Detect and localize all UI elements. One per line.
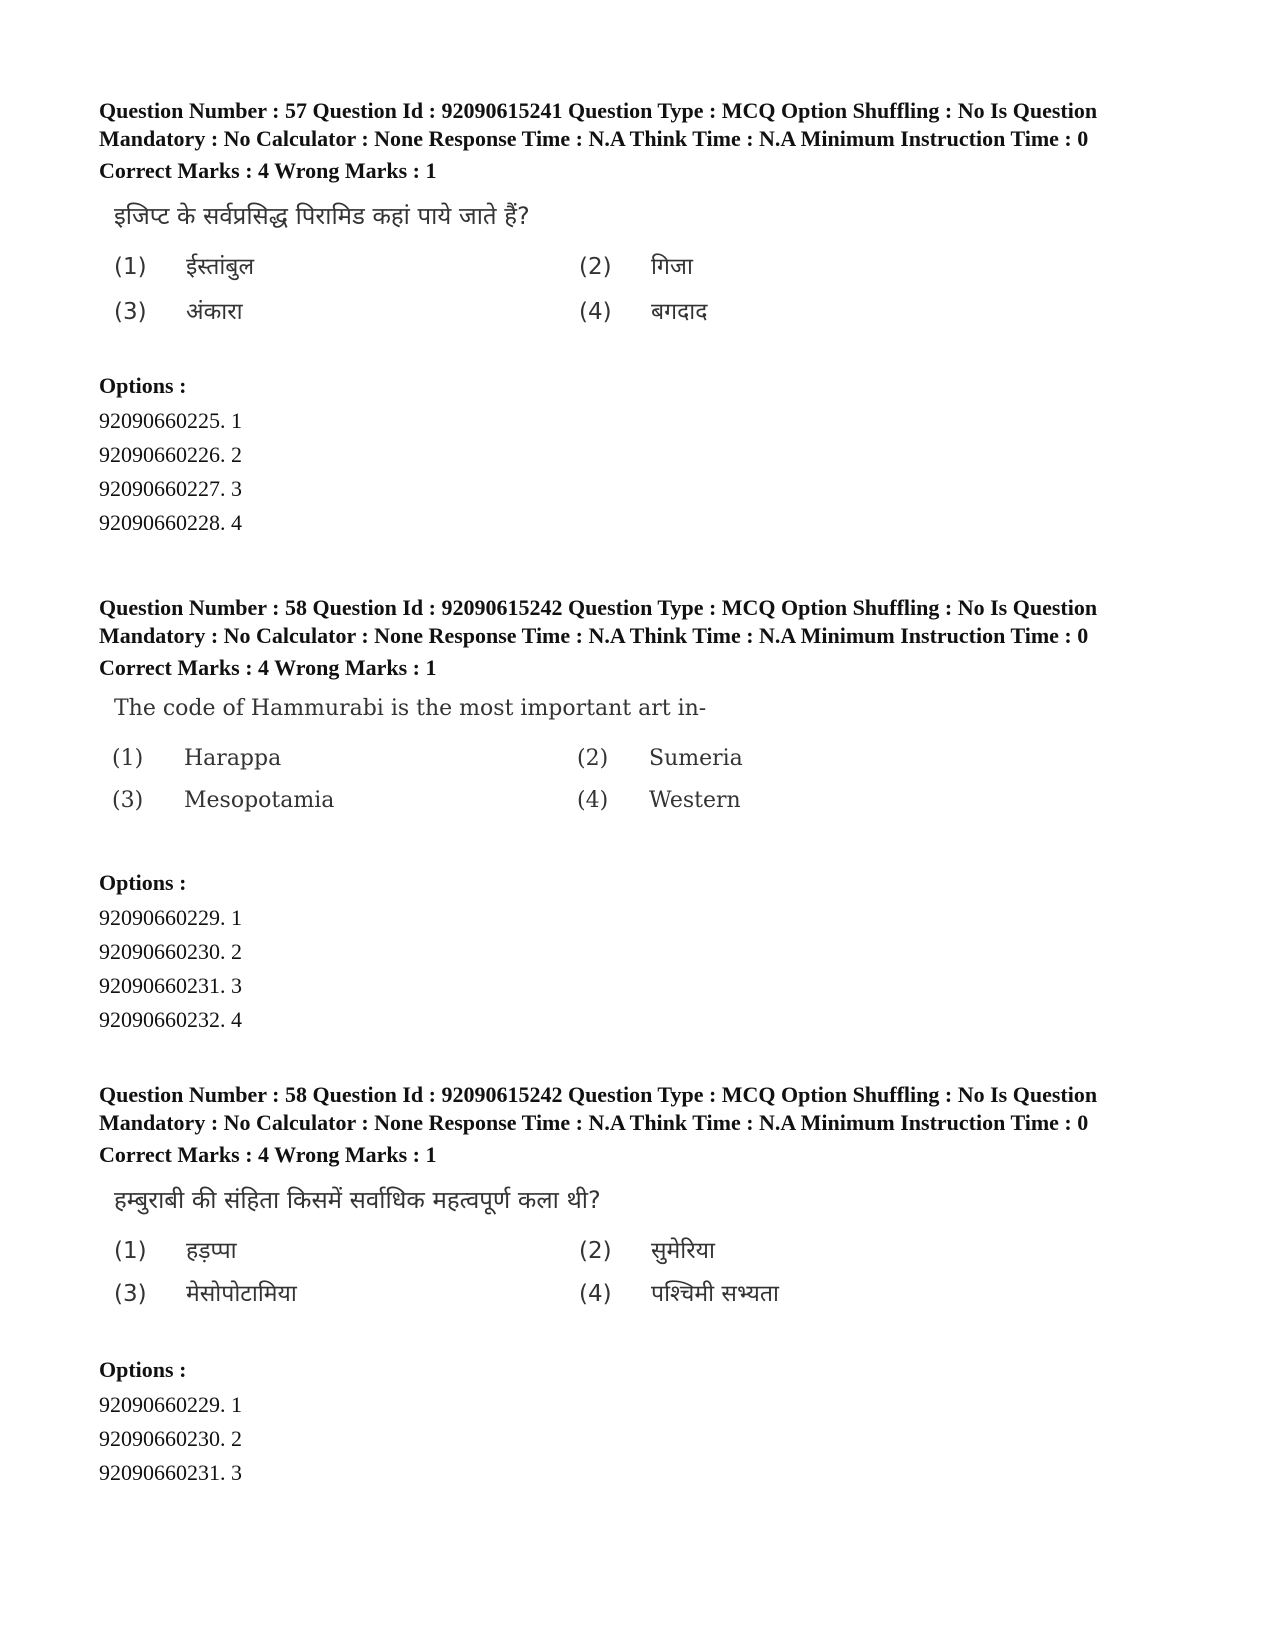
- question-marks: Correct Marks : 4 Wrong Marks : 1: [99, 158, 437, 183]
- question-content: [99, 696, 1189, 861]
- choice-1: (1) हड़प्पा: [114, 1238, 237, 1264]
- choice-3: (3) अंकारा: [114, 299, 243, 325]
- option-id: 92090660226. 2: [99, 442, 242, 467]
- option-id: 92090660230. 2: [99, 1426, 242, 1451]
- choice-1: (1) Harappa: [112, 746, 282, 771]
- option-id: 92090660228. 4: [99, 510, 242, 535]
- question-text: हम्बुराबी की संहिता किसमें सर्वाधिक महत्वपूर्ण कला थी?: [114, 1186, 601, 1214]
- question-block-57: [99, 97, 1189, 540]
- choice-2: (2) गिजा: [579, 254, 693, 280]
- option-id: 92090660227. 3: [99, 476, 242, 501]
- options-title: Options :: [99, 373, 187, 398]
- question-marks: Correct Marks : 4 Wrong Marks : 1: [99, 655, 437, 680]
- choice-4: (4) पश्चिमी सभ्यता: [579, 1281, 779, 1307]
- question-text: The code of Hammurabi is the most important art in-: [114, 696, 707, 721]
- options-list: [99, 404, 1189, 540]
- option-id: 92090660231. 3: [99, 973, 242, 998]
- option-id: 92090660230. 2: [99, 939, 242, 964]
- question-block-58-hi: [99, 1081, 1189, 1490]
- option-id: 92090660225. 1: [99, 408, 242, 433]
- choice-4: (4) बगदाद: [579, 299, 708, 325]
- choice-2: (2) सुमेरिया: [579, 1238, 715, 1264]
- choice-3: (3) Mesopotamia: [112, 788, 335, 813]
- question-meta: Question Number : 57 Question Id : 92090615241 Question Type : MCQ Option Shuffling : No Is Question Mandatory : No Calculator : None Response Time : N.A Think Time : N.A Minimum Instruction Time : 0: [99, 98, 1098, 151]
- option-id: 92090660229. 1: [99, 1392, 242, 1417]
- question-meta: Question Number : 58 Question Id : 92090615242 Question Type : MCQ Option Shuffling : No Is Question Mandatory : No Calculator : None Response Time : N.A Think Time : N.A Minimum Instruction Time : 0: [99, 1082, 1098, 1135]
- options-list: [99, 901, 1189, 1037]
- options-title: Options :: [99, 870, 187, 895]
- option-id: 92090660231. 3: [99, 1460, 242, 1485]
- question-block-58-en: [99, 594, 1189, 1037]
- options-list: [99, 1388, 1189, 1490]
- question-marks: Correct Marks : 4 Wrong Marks : 1: [99, 1142, 437, 1167]
- question-text: इजिप्ट के सर्वप्रसिद्ध पिरामिड कहां पाये जाते हैं?: [114, 202, 530, 230]
- option-id: 92090660229. 1: [99, 905, 242, 930]
- choice-1: (1) ईस्तांबुल: [114, 254, 255, 280]
- question-content: [99, 199, 1189, 364]
- choice-2: (2) Sumeria: [577, 746, 743, 771]
- question-meta: Question Number : 58 Question Id : 92090615242 Question Type : MCQ Option Shuffling : No Is Question Mandatory : No Calculator : None Response Time : N.A Think Time : N.A Minimum Instruction Time : 0: [99, 595, 1098, 648]
- choice-4: (4) Western: [577, 788, 741, 813]
- choice-3: (3) मेसोपोटामिया: [114, 1281, 297, 1307]
- option-id: 92090660232. 4: [99, 1007, 242, 1032]
- options-title: Options :: [99, 1357, 187, 1382]
- question-content: [99, 1183, 1189, 1348]
